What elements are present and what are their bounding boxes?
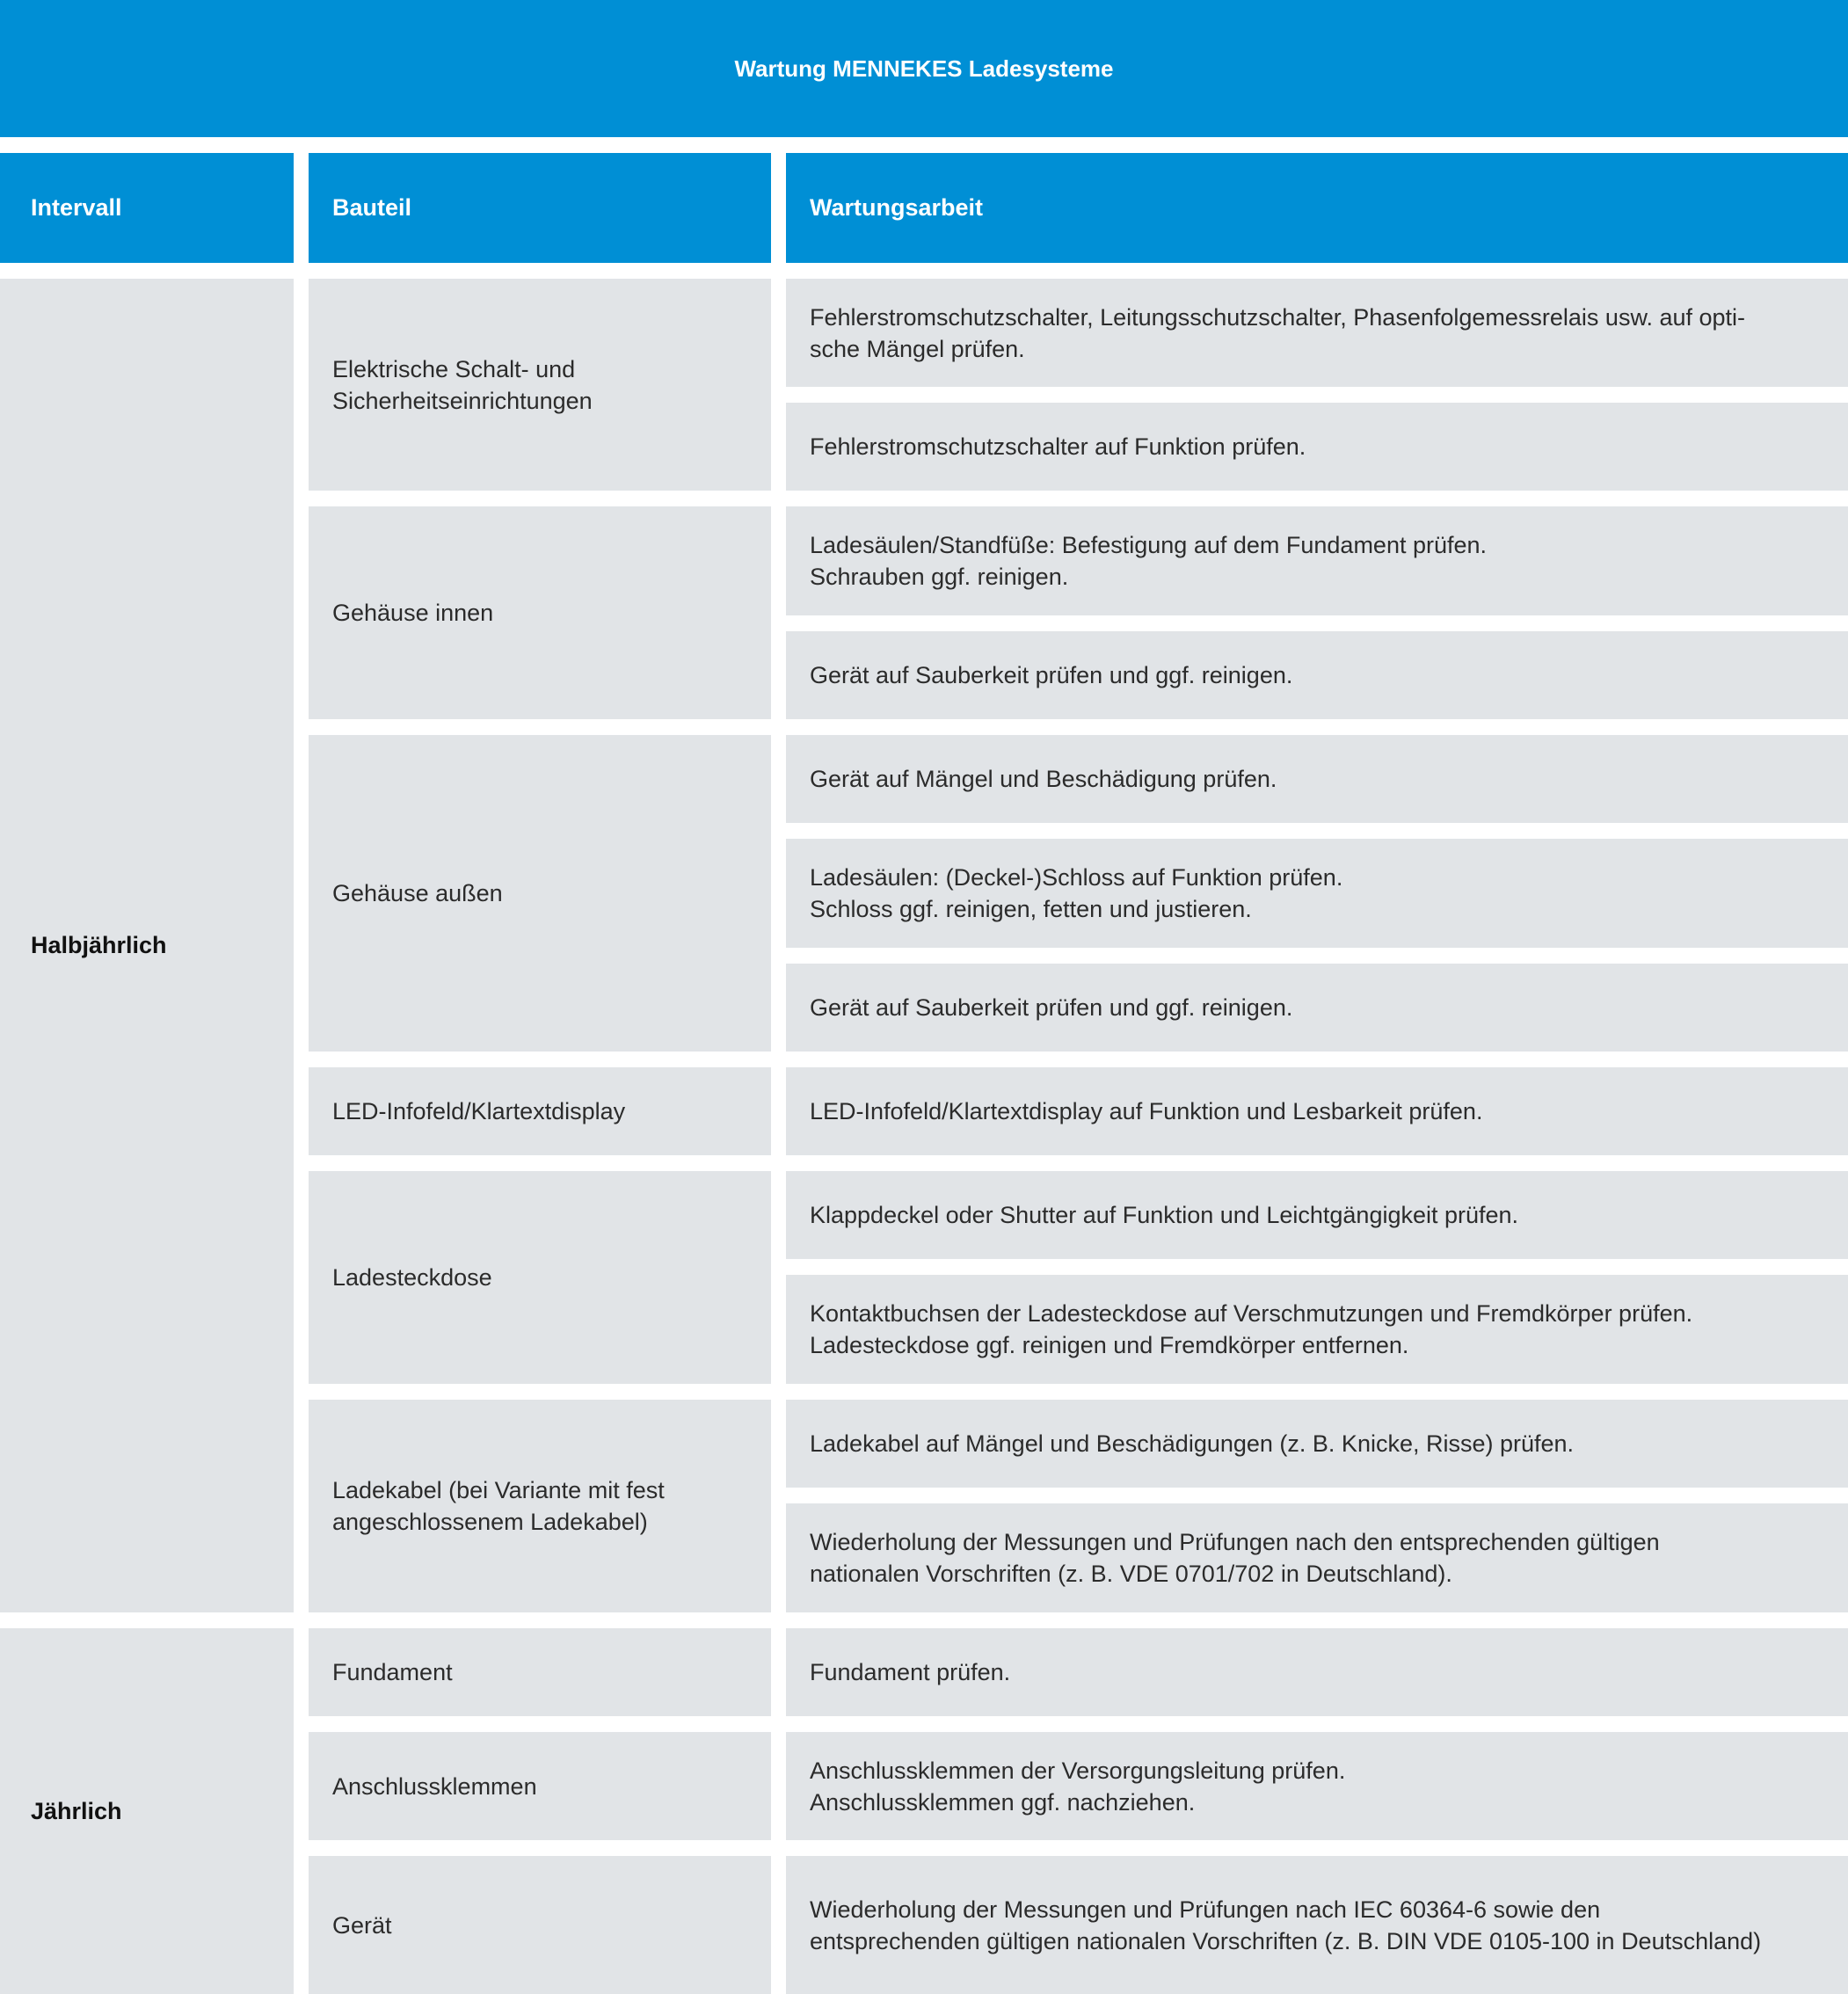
task-cell — [786, 1503, 1848, 1612]
interval-cell-halbjaehrlich — [0, 279, 294, 1612]
task-text: Ladekabel auf Mängel und Beschädigungen (z. B. Knicke, Risse) prüfen. — [810, 1430, 1575, 1457]
task-cell — [786, 964, 1848, 1052]
component-name: LED-Infofeld/Klartextdisplay — [332, 1098, 626, 1124]
task-cell — [786, 1628, 1848, 1716]
task-cell — [786, 1275, 1848, 1384]
task-text: LED-Infofeld/Klartextdisplay auf Funktion und Lesbarkeit prüfen. — [810, 1098, 1483, 1124]
task-cell — [786, 1732, 1848, 1840]
component-cell — [309, 1171, 771, 1384]
task-cell — [786, 279, 1848, 387]
task-cell — [786, 1067, 1848, 1155]
task-cell — [786, 1400, 1848, 1488]
component-name: Gehäuse außen — [332, 880, 503, 906]
component-name: Anschlussklemmen — [332, 1772, 537, 1800]
table-title-bar — [0, 0, 1848, 137]
task-text: Gerät auf Sauberkeit prüfen und ggf. reinigen. — [810, 994, 1293, 1021]
component-name: Ladesteckdose — [332, 1264, 492, 1291]
task-cell — [786, 631, 1848, 719]
component-cell — [309, 1732, 771, 1840]
task-text: Fehlerstromschutzschalter, Leitungsschutzschalter, Phasenfolgemessrelais usw. auf opti- sche Mängel prüfen. — [810, 303, 1746, 362]
interval-label: Jährlich — [31, 1797, 122, 1824]
task-text: Ladesäulen: (Deckel-)Schloss auf Funktion prüfen. Schloss ggf. reinigen, fetten und justieren. — [810, 864, 1343, 922]
component-cell — [309, 735, 771, 1052]
task-text: Anschlussklemmen der Versorgungsleitung prüfen. Anschlussklemmen ggf. nachziehen. — [810, 1757, 1346, 1816]
task-text: Ladesäulen/Standfüße: Befestigung auf dem Fundament prüfen. Schrauben ggf. reinigen. — [810, 532, 1488, 590]
component-name: Ladekabel (bei Variante mit fest angeschlossenem Ladekabel) — [332, 1477, 665, 1535]
task-text: Wiederholung der Messungen und Prüfungen nach den entsprechenden gültigen nationalen Vorschriften (z. B. VDE 0701/702 in Deutschland). — [810, 1529, 1660, 1587]
component-cell — [309, 279, 771, 491]
header-component-label: Bauteil — [332, 194, 412, 221]
header-task — [786, 153, 1848, 263]
task-cell — [786, 839, 1848, 948]
header-interval-label: Intervall — [31, 194, 122, 221]
header-component — [309, 153, 771, 263]
component-cell — [309, 1400, 771, 1612]
task-text: Wiederholung der Messungen und Prüfungen nach IEC 60364-6 sowie den entsprechenden gültigen nationalen Vorschriften (z. B. DIN VDE 0105-100 in Deutschland) — [810, 1896, 1762, 1954]
component-name: Fundament — [332, 1659, 453, 1685]
task-text: Gerät auf Sauberkeit prüfen und ggf. reinigen. — [810, 662, 1293, 688]
task-cell — [786, 1856, 1848, 1994]
component-name: Elektrische Schalt- und Sicherheitseinrichtungen — [332, 355, 593, 414]
task-text: Fundament prüfen. — [810, 1659, 1011, 1685]
task-text: Gerät auf Mängel und Beschädigung prüfen. — [810, 766, 1277, 792]
task-cell — [786, 735, 1848, 823]
component-name: Gehäuse innen — [332, 600, 494, 626]
table-title: Wartung MENNEKES Ladesysteme — [734, 55, 1114, 82]
component-cell — [309, 506, 771, 719]
task-cell — [786, 506, 1848, 615]
task-text: Klappdeckel oder Shutter auf Funktion und Leichtgängigkeit prüfen. — [810, 1202, 1519, 1228]
component-cell — [309, 1067, 771, 1155]
interval-cell-jaehrlich — [0, 1628, 294, 1994]
component-name: Gerät — [332, 1911, 392, 1939]
task-cell — [786, 1171, 1848, 1259]
header-task-label: Wartungsarbeit — [810, 194, 984, 221]
header-interval — [0, 153, 294, 263]
component-cell — [309, 1856, 771, 1994]
component-cell — [309, 1628, 771, 1716]
task-text: Fehlerstromschutzschalter auf Funktion prüfen. — [810, 433, 1306, 460]
task-cell — [786, 403, 1848, 491]
task-text: Kontaktbuchsen der Ladesteckdose auf Verschmutzungen und Fremdkörper prüfen. Ladesteckdose ggf. reinigen und Fremdkörper entfernen. — [810, 1300, 1693, 1358]
interval-label: Halbjährlich — [31, 932, 167, 958]
